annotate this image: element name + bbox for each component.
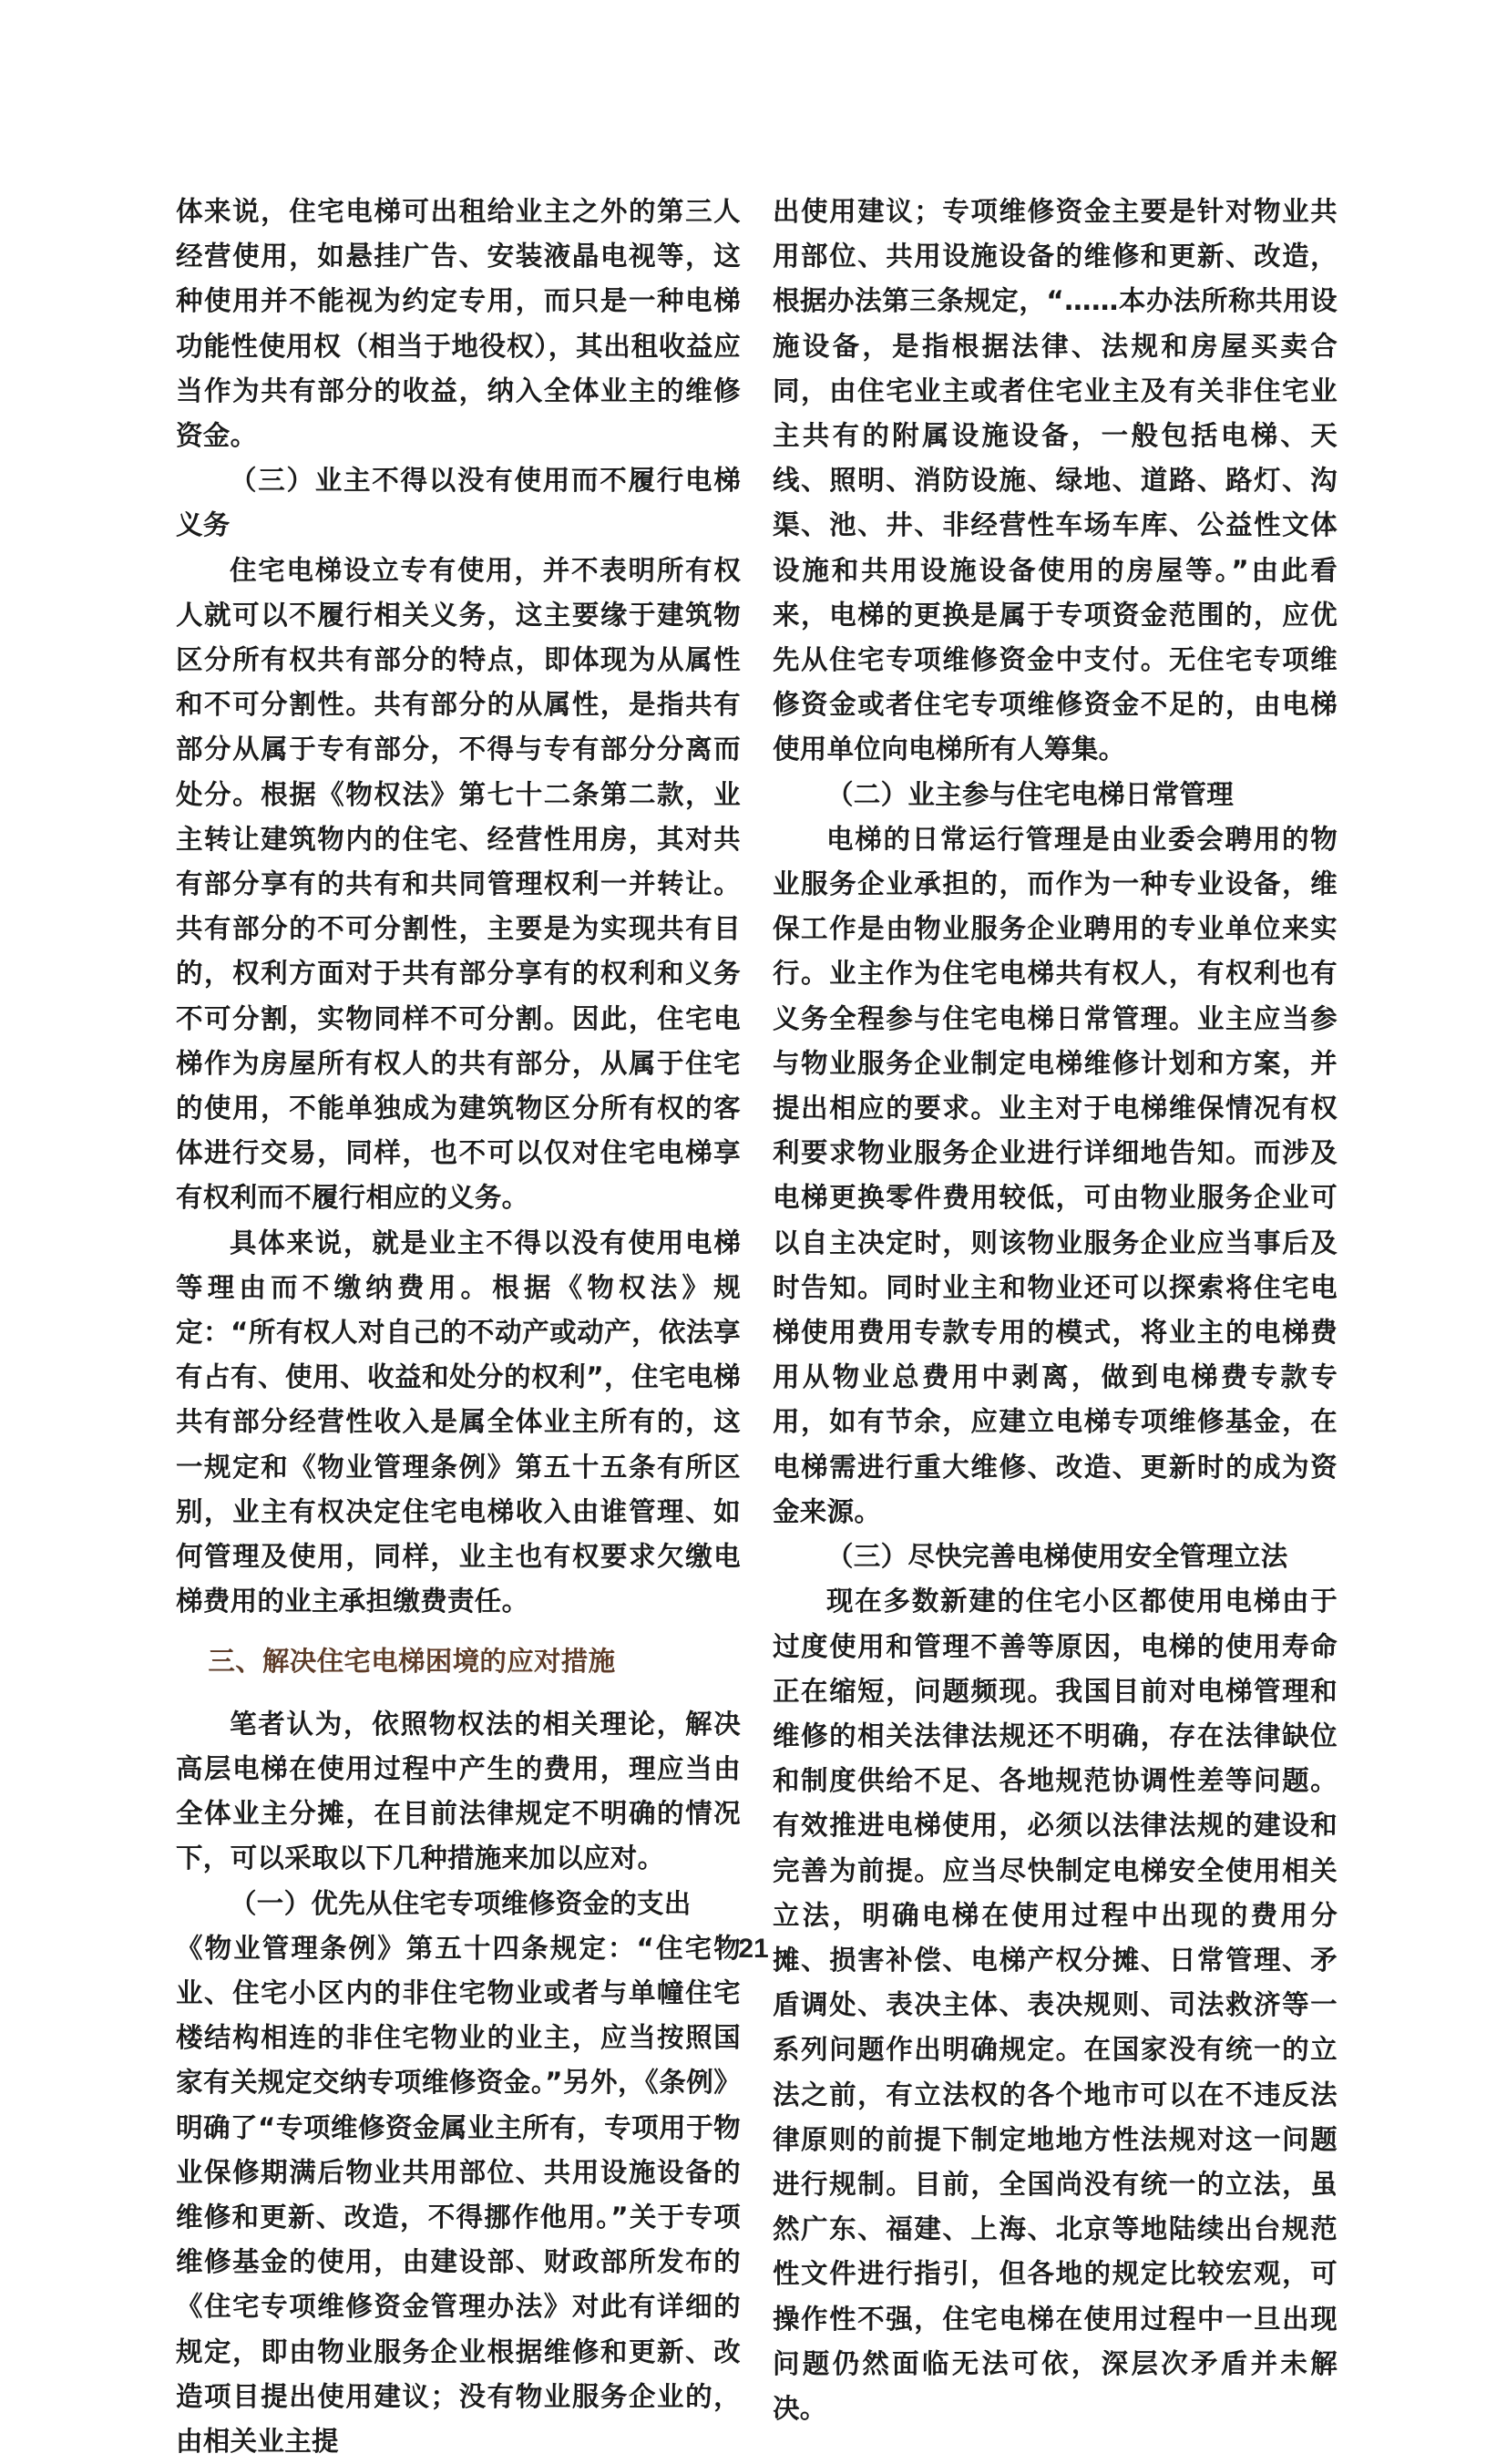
paragraph: 电梯的日常运行管理是由业委会聘用的物业服务企业承担的，而作为一种专业设备，维保工作是由物业服务企业聘用的专业单位来实行。业主作为住宅电梯共有权人，有权利也有义务全程参与住宅电梯日常管理。业主应当参与物业服务企业制定电梯维修计划和方案，并提出相应的要求。业主对于电梯维保情况有权利要求物业服务企业进行详细地告知。而涉及电梯更换零件费用较低，可由物业服务企业可以自主决定时，则该物业服务企业应当事后及时告知。同时业主和物业还可以探索将住宅电梯使用费用专款专用的模式，将业主的电梯费用从物业总费用中剥离，做到电梯费专款专用，如有节余，应建立电梯专项维修基金，在电梯需进行重大维修、改造、更新时的成为资金来源。 [773,823,1338,1527]
paragraph: 现在多数新建的住宅小区都使用电梯由于过度使用和管理不善等原因，电梯的使用寿命正在缩短，问题频现。我国目前对电梯管理和维修的相关法律法规还不明确，存在法律缺位和制度供给不足、各地规范协调性差等问题。有效推进电梯使用，必须以法律法规的建设和完善为前提。应当尽快制定电梯安全使用相关立法，明确电梯在使用过程中出现的费用分摊、损害补偿、电梯产权分摊、日常管理、矛盾调处、表决主体、表决规则、司法救济等一系列问题作出明确规定。在国家没有统一的立法之前，有立法权的各个地市可以在不违反法律原则的前提下制定地地方性法规对这一问题进行规制。目前，全国尚没有统一的立法，虽然广东、福建、上海、北京等地陆续出台规范性文件进行指引，但各地的规定比较宏观，可操作性不强，住宅电梯在使用过程中一旦出现问题仍然面临无法可依，深层次矛盾并未解决。 [773,1586,1338,2424]
paragraph: 住宅电梯设立专有使用，并不表明所有权人就可以不履行相关义务，这主要缘于建筑物区分所有权共有部分的特点，即体现为从属性和不可分割性。共有部分的从属性，是指共有部分从属于专有部分，不得与专有部分分离而处分。根据《物权法》第七十二条第二款，业主转让建筑物内的住宅、经营性用房，其对共有部分享有的共有和共同管理权利一并转让。共有部分的不可分割性，主要是为实现共有目的，权利方面对于共有部分享有的权利和义务不可分割，实物同样不可分割。因此，住宅电梯作为房屋所有权人的共有部分，从属于住宅的使用，不能单独成为建筑物区分所有权的客体进行交易，同样，也不可以仅对住宅电梯享有权利而不履行相应的义务。 [176,554,741,1214]
paragraph: 《物业管理条例》第五十四条规定：“住宅物业、住宅小区内的非住宅物业或者与单幢住宅楼结构相连的非住宅物业的业主，应当按照国家有关规定交纳专项维修资金。”另外，《条例》明确了“专项维修资金属业主所有，专项用于物业保修期满后物业共用部位、共用设施设备的维修和更新、改造，不得挪作他用。”关于专项维修基金的使用，由建设部、财政部所发布的《住宅专项维修资金管理办法》对此有详细的规定，即由物业服务企业根据维修和更新、改造项目提出使用建议；没有物业服务企业的，由相关业主提 [176,1932,741,2457]
paragraph: 具体来说，就是业主不得以没有使用电梯等理由而不缴纳费用。根据《物权法》规定：“所有权人对自己的不动产或动产，依法享有占有、使用、收益和处分的权利”，住宅电梯共有部分经营性收入是属全体业主所有的，这一规定和《物业管理条例》第五十五条有所区别，业主有权决定住宅电梯收入由谁管理、如何管理及使用，同样，业主也有权要求欠缴电梯费用的业主承担缴费责任。 [176,1227,741,1617]
paragraph: 体来说，住宅电梯可出租给业主之外的第三人经营使用，如悬挂广告、安装液晶电视等，这种使用并不能视为约定专用，而只是一种电梯功能性使用权（相当于地役权），其出租收益应当作为共有部分的收益，纳入全体业主的维修资金。 [176,196,741,452]
subsection-heading: （三）尽快完善电梯使用安全管理立法 [826,1541,1288,1573]
right-column [773,190,1338,2431]
subsection-heading: （二）业主参与住宅电梯日常管理 [826,778,1235,810]
paragraph: 笔者认为，依照物权法的相关理论，解决高层电梯在使用过程中产生的费用，理应当由全体业主分摊，在目前法律规定不明确的情况下，可以采取以下几种措施来加以应对。 [176,1708,741,1874]
subsection-heading: （一）优先从住宅专项维修资金的支出 [230,1887,692,1919]
paragraph: 出使用建议；专项维修资金主要是针对物业共用部位、共用设施设备的维修和更新、改造，根据办法第三条规定，“……本办法所称共用设施设备，是指根据法律、法规和房屋买卖合同，由住宅业主或者住宅业主及有关非住宅业主共有的附属设施设备，一般包括电梯、天线、照明、消防设施、绿地、道路、路灯、沟渠、池、井、非经营性车场车库、公益性文体设施和共用设施设备使用的房屋等。”由此看来，电梯的更换是属于专项资金范围的，应优先从住宅专项维修资金中支付。无住宅专项维修资金或者住宅专项维修资金不足的，由电梯使用单位向电梯所有人筹集。 [773,196,1338,765]
subsection-heading: （三）业主不得以没有使用而不履行电梯义务 [176,465,741,541]
left-column [176,190,741,2464]
section-heading: 三、解决住宅电梯困境的应对措施 [208,1645,616,1677]
page-number: 21 [738,1934,769,1964]
